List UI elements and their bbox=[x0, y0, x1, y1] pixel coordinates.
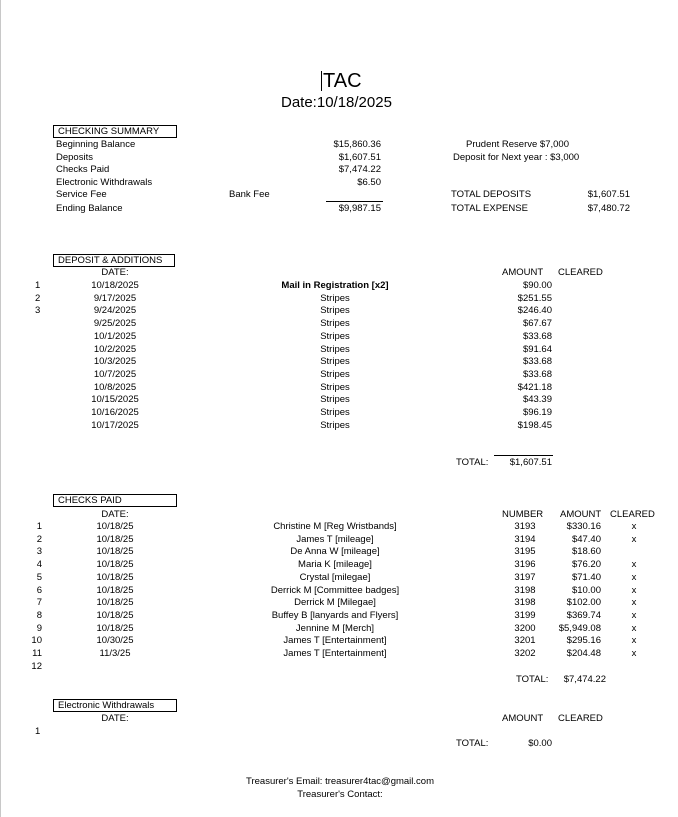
deposits-total-label: TOTAL: bbox=[456, 457, 489, 468]
total-deposits-label: TOTAL DEPOSITS bbox=[451, 189, 532, 200]
ending-balance-rule bbox=[326, 201, 383, 202]
checks-total-value: $7,474.22 bbox=[563, 674, 606, 685]
deposit-row-date: 10/15/2025 bbox=[91, 394, 139, 405]
check-row-number: 10 bbox=[31, 635, 42, 646]
deposit-row-description: Stripes bbox=[320, 369, 350, 380]
summary-row-amount: $15,860.36 bbox=[333, 139, 381, 150]
check-row-check-number: 3200 bbox=[514, 623, 536, 634]
check-row-check-number: 3195 bbox=[514, 546, 536, 557]
check-row-amount: $295.16 bbox=[566, 635, 601, 646]
check-row-payee: Christine M [Reg Wristbands] bbox=[273, 521, 397, 532]
deposit-row-amount: $33.68 bbox=[522, 356, 552, 367]
deposit-row-description: Stripes bbox=[320, 407, 350, 418]
deposit-row-number: 1 bbox=[35, 280, 41, 291]
deposit-row-date: 10/1/2025 bbox=[93, 331, 137, 342]
check-row-number: 11 bbox=[32, 648, 42, 659]
check-row-check-number: 3196 bbox=[514, 559, 536, 570]
text-cursor bbox=[321, 71, 322, 91]
check-row-cleared-mark: x bbox=[631, 635, 637, 646]
deposit-row-amount: $246.40 bbox=[517, 305, 552, 316]
checks-amount-header: AMOUNT bbox=[560, 509, 602, 520]
deposit-row-date: 9/25/2025 bbox=[93, 318, 137, 329]
deposit-row-amount: $251.55 bbox=[517, 293, 552, 304]
deposit-row-date: 10/8/2025 bbox=[93, 382, 137, 393]
check-row-cleared-mark: x bbox=[631, 521, 637, 532]
check-row-number: 8 bbox=[36, 610, 42, 621]
deposits-cleared-header: CLEARED bbox=[558, 267, 603, 278]
treasurer-contact: Treasurer's Contact: bbox=[297, 789, 383, 800]
check-row-payee: Jennine M [Merch] bbox=[295, 623, 375, 634]
deposit-row-number: 2 bbox=[35, 293, 41, 304]
electronic-total-label: TOTAL: bbox=[456, 738, 489, 749]
deposit-row-number: 3 bbox=[35, 305, 41, 316]
prudent-reserve: Prudent Reserve $7,000 bbox=[466, 139, 569, 150]
deposit-row-amount: $43.39 bbox=[522, 394, 552, 405]
deposit-row-description: Stripes bbox=[320, 344, 350, 355]
check-row-date: 10/18/25 bbox=[96, 521, 134, 532]
check-row-date: 10/18/25 bbox=[96, 623, 134, 634]
deposit-row-amount: $67.67 bbox=[522, 318, 552, 329]
deposits-section-label: DEPOSIT & ADDITIONS bbox=[53, 254, 175, 267]
deposits-amount-header: AMOUNT bbox=[502, 267, 544, 278]
deposit-row-amount: $421.18 bbox=[517, 382, 552, 393]
checks-section-label: CHECKS PAID bbox=[53, 494, 177, 507]
summary-row-label: Service Fee bbox=[56, 189, 107, 200]
deposit-row-date: 10/18/2025 bbox=[91, 280, 139, 291]
check-row-check-number: 3193 bbox=[514, 521, 536, 532]
summary-row-label: Electronic Withdrawals bbox=[56, 177, 153, 188]
page-edge bbox=[0, 0, 1, 817]
summary-row-label: Beginning Balance bbox=[56, 139, 136, 150]
check-row-date: 10/18/25 bbox=[96, 585, 134, 596]
check-row-number: 1 bbox=[36, 521, 42, 532]
check-row-check-number: 3198 bbox=[514, 585, 536, 596]
check-row-cleared-mark: x bbox=[631, 610, 637, 621]
deposit-row-description: Mail in Registration [x2] bbox=[281, 280, 389, 291]
check-row-amount: $47.40 bbox=[571, 534, 601, 545]
deposits-total-value: $1,607.51 bbox=[509, 457, 552, 468]
check-row-date: 10/18/25 bbox=[96, 546, 134, 557]
check-row-amount: $71.40 bbox=[571, 572, 601, 583]
check-row-date: 10/18/25 bbox=[96, 572, 134, 583]
electronic-total-value: $0.00 bbox=[528, 738, 552, 749]
check-row-date: 10/18/25 bbox=[96, 534, 134, 545]
check-row-amount: $330.16 bbox=[566, 521, 601, 532]
summary-row-label: Ending Balance bbox=[56, 203, 123, 214]
check-row-amount: $18.60 bbox=[571, 546, 601, 557]
check-row-amount: $102.00 bbox=[566, 597, 601, 608]
check-row-amount: $5,949.08 bbox=[558, 623, 601, 634]
check-row-cleared-mark: x bbox=[631, 585, 637, 596]
deposit-row-date: 10/2/2025 bbox=[93, 344, 137, 355]
check-row-cleared-mark: x bbox=[631, 534, 637, 545]
check-row-date: 10/18/25 bbox=[96, 597, 134, 608]
total-deposits-value: $1,607.51 bbox=[587, 189, 630, 200]
deposit-row-date: 10/17/2025 bbox=[91, 420, 139, 431]
check-row-date: 10/18/25 bbox=[96, 610, 134, 621]
deposit-row-date: 10/3/2025 bbox=[93, 356, 137, 367]
summary-row-label: Deposits bbox=[56, 152, 93, 163]
check-row-date: 10/30/25 bbox=[96, 635, 134, 646]
summary-row-amount: $7,474.22 bbox=[338, 164, 381, 175]
check-row-payee: James T [Entertainment] bbox=[283, 648, 387, 659]
check-row-check-number: 3194 bbox=[514, 534, 536, 545]
treasurer-email: Treasurer's Email: treasurer4tac@gmail.com bbox=[246, 776, 434, 787]
check-row-cleared-mark: x bbox=[631, 623, 637, 634]
deposit-row-description: Stripes bbox=[320, 382, 350, 393]
check-row-payee: Buffey B [lanyards and Flyers] bbox=[271, 610, 399, 621]
checking-summary-label: CHECKING SUMMARY bbox=[53, 125, 177, 138]
checks-number-header: NUMBER bbox=[502, 509, 544, 520]
summary-row-amount: $1,607.51 bbox=[338, 152, 381, 163]
check-row-number: 2 bbox=[36, 534, 42, 545]
check-row-cleared-mark: x bbox=[631, 559, 637, 570]
deposit-row-description: Stripes bbox=[320, 394, 350, 405]
deposit-row-date: 10/7/2025 bbox=[93, 369, 137, 380]
checks-date-header: DATE: bbox=[101, 509, 129, 520]
check-row-check-number: 3202 bbox=[514, 648, 536, 659]
check-row-amount: $204.48 bbox=[566, 648, 601, 659]
deposit-row-date: 10/16/2025 bbox=[91, 407, 139, 418]
deposit-row-amount: $91.64 bbox=[522, 344, 552, 355]
electronic-section-label: Electronic Withdrawals bbox=[53, 699, 177, 712]
check-row-amount: $369.74 bbox=[566, 610, 601, 621]
check-row-number: 5 bbox=[36, 572, 42, 583]
check-row-amount: $76.20 bbox=[571, 559, 601, 570]
document-title: TAC bbox=[323, 70, 362, 92]
check-row-payee: Crystal [milegae] bbox=[299, 572, 371, 583]
summary-row-amount: $9,987.15 bbox=[338, 203, 381, 214]
check-row-number: 3 bbox=[36, 546, 42, 557]
electronic-cleared-header: CLEARED bbox=[558, 713, 603, 724]
check-row-payee: De Anna W [mileage] bbox=[290, 546, 380, 557]
deposit-row-amount: $96.19 bbox=[522, 407, 552, 418]
deposit-row-description: Stripes bbox=[320, 305, 350, 316]
check-row-check-number: 3201 bbox=[514, 635, 536, 646]
check-row-check-number: 3199 bbox=[514, 610, 536, 621]
deposit-row-amount: $33.68 bbox=[522, 331, 552, 342]
deposit-row-date: 9/24/2025 bbox=[93, 305, 137, 316]
deposit-row-description: Stripes bbox=[320, 331, 350, 342]
check-row-number: 7 bbox=[36, 597, 42, 608]
checks-cleared-header: CLEARED bbox=[610, 509, 655, 520]
checks-total-label: TOTAL: bbox=[516, 674, 549, 685]
check-row-check-number: 3197 bbox=[514, 572, 536, 583]
check-row-date: 11/3/25 bbox=[99, 648, 131, 659]
total-expense-value: $7,480.72 bbox=[587, 203, 630, 214]
deposit-row-description: Stripes bbox=[320, 420, 350, 431]
check-row-number: 6 bbox=[36, 585, 42, 596]
deposit-row-amount: $198.45 bbox=[517, 420, 552, 431]
report-date: Date:10/18/2025 bbox=[281, 94, 392, 111]
summary-row-label: Checks Paid bbox=[56, 164, 110, 175]
deposits-total-rule bbox=[494, 455, 553, 456]
check-row-payee: Maria K [mileage] bbox=[298, 559, 372, 570]
check-row-number: 9 bbox=[36, 623, 42, 634]
deposit-row-description: Stripes bbox=[320, 318, 350, 329]
deposit-row-date: 9/17/2025 bbox=[93, 293, 137, 304]
deposit-next-year: Deposit for Next year : $3,000 bbox=[453, 152, 580, 163]
check-row-check-number: 3198 bbox=[514, 597, 536, 608]
check-row-number: 12 bbox=[31, 661, 42, 672]
check-row-cleared-mark: x bbox=[631, 572, 637, 583]
electronic-date-header: DATE: bbox=[101, 713, 129, 724]
electronic-amount-header: AMOUNT bbox=[502, 713, 544, 724]
summary-row-amount: $6.50 bbox=[357, 177, 381, 188]
deposit-row-description: Stripes bbox=[320, 293, 350, 304]
check-row-payee: James T [mileage] bbox=[296, 534, 374, 545]
deposit-row-amount: $33.68 bbox=[522, 369, 552, 380]
check-row-payee: James T [Entertainment] bbox=[283, 635, 387, 646]
check-row-amount: $10.00 bbox=[571, 585, 601, 596]
check-row-cleared-mark: x bbox=[631, 597, 637, 608]
bank-fee-label: Bank Fee bbox=[229, 189, 270, 200]
check-row-payee: Derrick M [Milegae] bbox=[294, 597, 376, 608]
check-row-payee: Derrick M [Committee badges] bbox=[270, 585, 400, 596]
check-row-date: 10/18/25 bbox=[96, 559, 134, 570]
deposits-date-header: DATE: bbox=[101, 267, 129, 278]
deposit-row-amount: $90.00 bbox=[522, 280, 552, 291]
total-expense-label: TOTAL EXPENSE bbox=[451, 203, 528, 214]
check-row-number: 4 bbox=[36, 559, 42, 570]
electronic-row-number: 1 bbox=[35, 726, 41, 737]
check-row-cleared-mark: x bbox=[631, 648, 637, 659]
deposit-row-description: Stripes bbox=[320, 356, 350, 367]
